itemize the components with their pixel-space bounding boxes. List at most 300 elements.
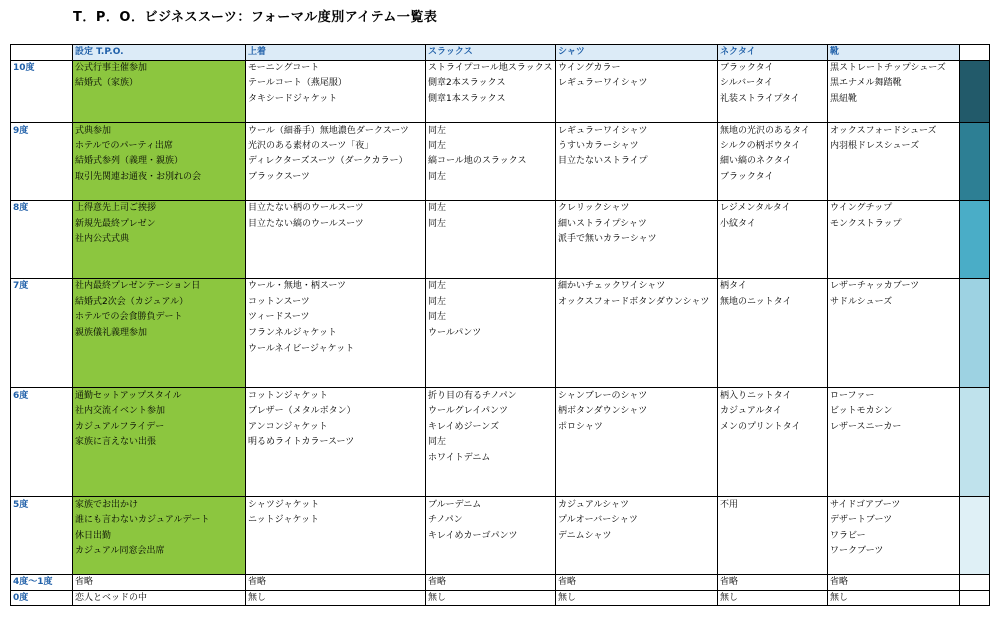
item-cell: クレリックシャツ [556,200,718,216]
level-label: 0度 [11,590,73,606]
tpo-cell: 家族でお出かけ [73,497,246,513]
level-color-strip [960,388,990,404]
item-cell: キレイめジーンズ [426,419,556,435]
level-color-strip [960,107,990,123]
item-cell [828,107,960,123]
item-cell [246,466,426,482]
item-cell [718,341,828,357]
item-cell: タキシードジャケット [246,91,426,107]
table-row [11,200,990,216]
item-cell: 側章2本スラックス [426,76,556,92]
level-cell [11,481,73,497]
level-cell [11,325,73,341]
item-cell [718,356,828,372]
table-row [11,512,990,528]
item-cell [718,107,828,123]
item-cell: ブレザー（メタルボタン） [246,403,426,419]
item-cell: うすいカラーシャツ [556,138,718,154]
level-color-strip [960,169,990,185]
header-row [11,45,990,61]
item-cell [426,232,556,248]
item-cell: ワラビー [828,528,960,544]
tpo-cell: 家族に言えない出張 [73,434,246,450]
tpo-cell [73,481,246,497]
item-cell [556,434,718,450]
item-cell [828,154,960,170]
item-cell: 省略 [718,575,828,591]
column-header: シャツ [556,45,718,61]
item-cell: サドルシューズ [828,294,960,310]
item-cell: オックスフォードボタンダウンシャツ [556,294,718,310]
tpo-cell: カジュアルフライデー [73,419,246,435]
item-cell: 派手で無いカラーシャツ [556,232,718,248]
item-cell [718,559,828,575]
item-cell: チノパン [426,512,556,528]
item-cell [718,544,828,560]
level-color-strip [960,216,990,232]
item-cell: ブラックタイ [718,169,828,185]
sheet-title: T．P．O．ビジネススーツ：フォーマル度別アイテム一覧表 [73,10,438,25]
level-cell [11,263,73,279]
item-cell [556,356,718,372]
level-color-strip [960,403,990,419]
level-cell [11,372,73,388]
level-color-strip [960,76,990,92]
item-cell: 無し [246,590,426,606]
table-row [11,122,990,138]
level-color-strip [960,325,990,341]
item-cell [828,325,960,341]
item-cell: ブラックタイ [718,60,828,76]
table-row [11,76,990,92]
item-cell: レジメンタルタイ [718,200,828,216]
level-color-strip [960,466,990,482]
level-color-strip [960,590,990,606]
item-cell: レギュラーワイシャツ [556,122,718,138]
table-row [11,185,990,201]
item-cell: 同左 [426,278,556,294]
item-cell [828,232,960,248]
table-row [11,325,990,341]
tpo-cell: 取引先関連お通夜・お別れの会 [73,169,246,185]
level-color-strip [960,185,990,201]
item-cell: ニットジャケット [246,512,426,528]
table-row [11,372,990,388]
item-cell [556,466,718,482]
item-cell: カジュアルタイ [718,403,828,419]
level-label: 9度 [11,122,73,138]
level-cell [11,544,73,560]
item-cell [718,247,828,263]
item-cell: ビットモカシン [828,403,960,419]
item-cell: 内羽根ドレスシューズ [828,138,960,154]
item-cell: コットンジャケット [246,388,426,404]
level-color-strip [960,247,990,263]
item-cell: ディレクターズスーツ（ダークカラー） [246,154,426,170]
item-cell [556,450,718,466]
level-label: 8度 [11,200,73,216]
item-cell: 無地の光沢のあるタイ [718,122,828,138]
level-color-strip [960,310,990,326]
item-cell [556,263,718,279]
item-cell: 不用 [718,497,828,513]
table-row [11,232,990,248]
item-cell [246,185,426,201]
table-row [11,590,990,606]
level-cell [11,76,73,92]
item-cell [246,247,426,263]
item-cell [426,341,556,357]
item-cell [828,372,960,388]
item-cell: ツィードスーツ [246,310,426,326]
header-strip-cell [960,45,990,61]
item-cell: 折り目の有るチノパン [426,388,556,404]
item-cell: シャンブレーのシャツ [556,388,718,404]
item-cell: 無地のニットタイ [718,294,828,310]
level-cell [11,138,73,154]
level-color-strip [960,372,990,388]
item-cell: 小紋タイ [718,216,828,232]
item-cell [828,559,960,575]
level-color-strip [960,528,990,544]
tpo-cell: 社内最終プレゼンテーション日 [73,278,246,294]
table-row [11,278,990,294]
level-label: 5度 [11,497,73,513]
table-row [11,528,990,544]
item-cell: 礼装ストライプタイ [718,91,828,107]
item-cell: 同左 [426,294,556,310]
item-cell [718,310,828,326]
table-row [11,544,990,560]
header-level-cell [11,45,73,61]
item-cell: 省略 [828,575,960,591]
item-cell [246,559,426,575]
level-color-strip [960,200,990,216]
item-cell [718,372,828,388]
item-cell: ローファー [828,388,960,404]
tpo-cell [73,263,246,279]
level-color-strip [960,263,990,279]
item-cell [828,341,960,357]
item-cell: テールコート（燕尾服） [246,76,426,92]
item-cell: 黒エナメル舞踏靴 [828,76,960,92]
level-label: 6度 [11,388,73,404]
tpo-cell [73,559,246,575]
item-cell [828,169,960,185]
level-cell [11,559,73,575]
level-color-strip [960,434,990,450]
item-cell: 省略 [556,575,718,591]
table-row [11,450,990,466]
level-cell [11,216,73,232]
level-color-strip [960,497,990,513]
tpo-cell [73,247,246,263]
item-cell [828,434,960,450]
item-cell [718,434,828,450]
item-cell [556,185,718,201]
table-row [11,341,990,357]
item-cell: 縞コール地のスラックス [426,154,556,170]
item-cell: 柄入りニットタイ [718,388,828,404]
item-cell [556,325,718,341]
level-cell [11,91,73,107]
item-cell: 同左 [426,138,556,154]
item-cell: 側章1本スラックス [426,91,556,107]
column-header: 靴 [828,45,960,61]
item-cell [556,544,718,560]
level-cell [11,185,73,201]
tpo-cell [73,372,246,388]
table-row [11,91,990,107]
level-color-strip [960,138,990,154]
level-color-strip [960,60,990,76]
item-cell [246,528,426,544]
item-cell: レギュラーワイシャツ [556,76,718,92]
item-cell: モンクストラップ [828,216,960,232]
tpo-cell: 省略 [73,575,246,591]
item-cell [556,310,718,326]
item-cell: 省略 [426,575,556,591]
item-cell: レザーチャッカブーツ [828,278,960,294]
table-row [11,559,990,575]
item-cell: ウールパンツ [426,325,556,341]
level-color-strip [960,154,990,170]
table-row [11,466,990,482]
item-cell [246,544,426,560]
item-cell: ホワイトデニム [426,450,556,466]
column-header: 上着 [246,45,426,61]
item-cell: ウール（細番手）無地濃色ダークスーツ [246,122,426,138]
tpo-cell [73,450,246,466]
item-cell: 無し [426,590,556,606]
item-cell [718,185,828,201]
tpo-cell: 新規先最終プレゼン [73,216,246,232]
level-color-strip [960,278,990,294]
item-cell [426,559,556,575]
level-color-strip [960,294,990,310]
item-cell [246,450,426,466]
tpo-table [10,44,990,606]
item-cell: ウールグレイパンツ [426,403,556,419]
item-cell: カジュアルシャツ [556,497,718,513]
item-cell: 無し [828,590,960,606]
tpo-cell: 公式行事主催参加 [73,60,246,76]
item-cell: 無し [718,590,828,606]
column-header: スラックス [426,45,556,61]
level-label: 7度 [11,278,73,294]
table-row [11,263,990,279]
item-cell [556,481,718,497]
tpo-cell: 結婚式（家族） [73,76,246,92]
item-cell: 同左 [426,434,556,450]
tpo-cell [73,341,246,357]
item-cell: シャツジャケット [246,497,426,513]
item-cell: オックスフォードシューズ [828,122,960,138]
level-color-strip [960,544,990,560]
item-cell: 無し [556,590,718,606]
item-cell: ポロシャツ [556,419,718,435]
level-color-strip [960,559,990,575]
item-cell [426,544,556,560]
item-cell: 細かいチェックワイシャツ [556,278,718,294]
level-cell [11,434,73,450]
item-cell: 黒ストレートチップシューズ [828,60,960,76]
item-cell: モーニングコート [246,60,426,76]
level-cell [11,528,73,544]
level-color-strip [960,450,990,466]
column-header: ネクタイ [718,45,828,61]
item-cell [246,232,426,248]
tpo-cell: 誰にも言わないカジュアルデート [73,512,246,528]
item-cell [556,169,718,185]
item-cell [828,185,960,201]
level-color-strip [960,512,990,528]
item-cell: サイドゴアブーツ [828,497,960,513]
item-cell [556,341,718,357]
tpo-cell: 社内公式式典 [73,232,246,248]
level-cell [11,450,73,466]
table-row [11,107,990,123]
tpo-cell: 通勤セットアップスタイル [73,388,246,404]
item-cell [426,107,556,123]
item-cell [556,559,718,575]
level-cell [11,232,73,248]
table-row [11,497,990,513]
item-cell [426,372,556,388]
level-color-strip [960,341,990,357]
table-row [11,310,990,326]
item-cell: 目立たないストライプ [556,154,718,170]
table-row [11,356,990,372]
table-row [11,294,990,310]
level-color-strip [960,419,990,435]
item-cell: 同左 [426,200,556,216]
item-cell [426,481,556,497]
item-cell [246,263,426,279]
item-cell: 目立たない柄のウールスーツ [246,200,426,216]
item-cell: ブラックスーツ [246,169,426,185]
item-cell [718,232,828,248]
table-row [11,138,990,154]
item-cell: フランネルジャケット [246,325,426,341]
item-cell: ワークブーツ [828,544,960,560]
item-cell: シルバータイ [718,76,828,92]
tpo-cell: 式典参加 [73,122,246,138]
level-cell [11,403,73,419]
tpo-cell: ホテルでの会食勝負デート [73,310,246,326]
item-cell [718,528,828,544]
item-cell: メンのプリントタイ [718,419,828,435]
item-cell: レザースニーカー [828,419,960,435]
level-color-strip [960,575,990,591]
level-color-strip [960,232,990,248]
table-row [11,481,990,497]
tpo-cell: ホテルでのパーティ出席 [73,138,246,154]
item-cell: 同左 [426,310,556,326]
tpo-cell [73,466,246,482]
level-color-strip [960,91,990,107]
table-row [11,154,990,170]
item-cell: 同左 [426,122,556,138]
level-cell [11,419,73,435]
item-cell: ストライプコール地スラックス [426,60,556,76]
level-cell [11,247,73,263]
item-cell [828,356,960,372]
table-row [11,388,990,404]
item-cell [246,372,426,388]
table-row [11,60,990,76]
tpo-cell: 社内交流イベント参加 [73,403,246,419]
item-cell: 細い縞のネクタイ [718,154,828,170]
item-cell [828,310,960,326]
tpo-cell [73,91,246,107]
item-cell [718,481,828,497]
item-cell [246,356,426,372]
item-cell [246,107,426,123]
item-cell [718,450,828,466]
item-cell: ウール・無地・柄スーツ [246,278,426,294]
item-cell: 省略 [246,575,426,591]
item-cell: デザートブーツ [828,512,960,528]
item-cell: キレイめカーゴパンツ [426,528,556,544]
item-cell: 光沢のある素材のスーツ「夜」 [246,138,426,154]
item-cell: ブルーデニム [426,497,556,513]
item-cell [556,107,718,123]
item-cell [426,247,556,263]
tpo-cell [73,107,246,123]
column-header: 設定 T.P.O. [73,45,246,61]
table-row [11,216,990,232]
item-cell: 柄ボタンダウンシャツ [556,403,718,419]
tpo-cell [73,185,246,201]
item-cell: ウイングカラー [556,60,718,76]
level-color-strip [960,356,990,372]
level-cell [11,107,73,123]
item-cell [556,247,718,263]
item-cell: デニムシャツ [556,528,718,544]
item-cell [828,466,960,482]
item-cell [828,450,960,466]
level-cell [11,294,73,310]
level-cell [11,512,73,528]
level-color-strip [960,122,990,138]
table-row [11,403,990,419]
level-cell [11,154,73,170]
table-row [11,247,990,263]
item-cell [718,263,828,279]
item-cell: 同左 [426,169,556,185]
level-cell [11,341,73,357]
level-cell [11,310,73,326]
item-cell [426,263,556,279]
table-row [11,169,990,185]
item-cell [556,372,718,388]
item-cell [246,481,426,497]
item-cell: 細いストライプシャツ [556,216,718,232]
table-row [11,419,990,435]
item-cell [718,466,828,482]
level-label: 10度 [11,60,73,76]
item-cell: 同左 [426,216,556,232]
item-cell: アンコンジャケット [246,419,426,435]
item-cell [828,247,960,263]
item-cell: プルオーバーシャツ [556,512,718,528]
item-cell: 目立たない縞のウールスーツ [246,216,426,232]
item-cell: 明るめライトカラースーツ [246,434,426,450]
level-cell [11,356,73,372]
item-cell: コットンスーツ [246,294,426,310]
table-row [11,575,990,591]
